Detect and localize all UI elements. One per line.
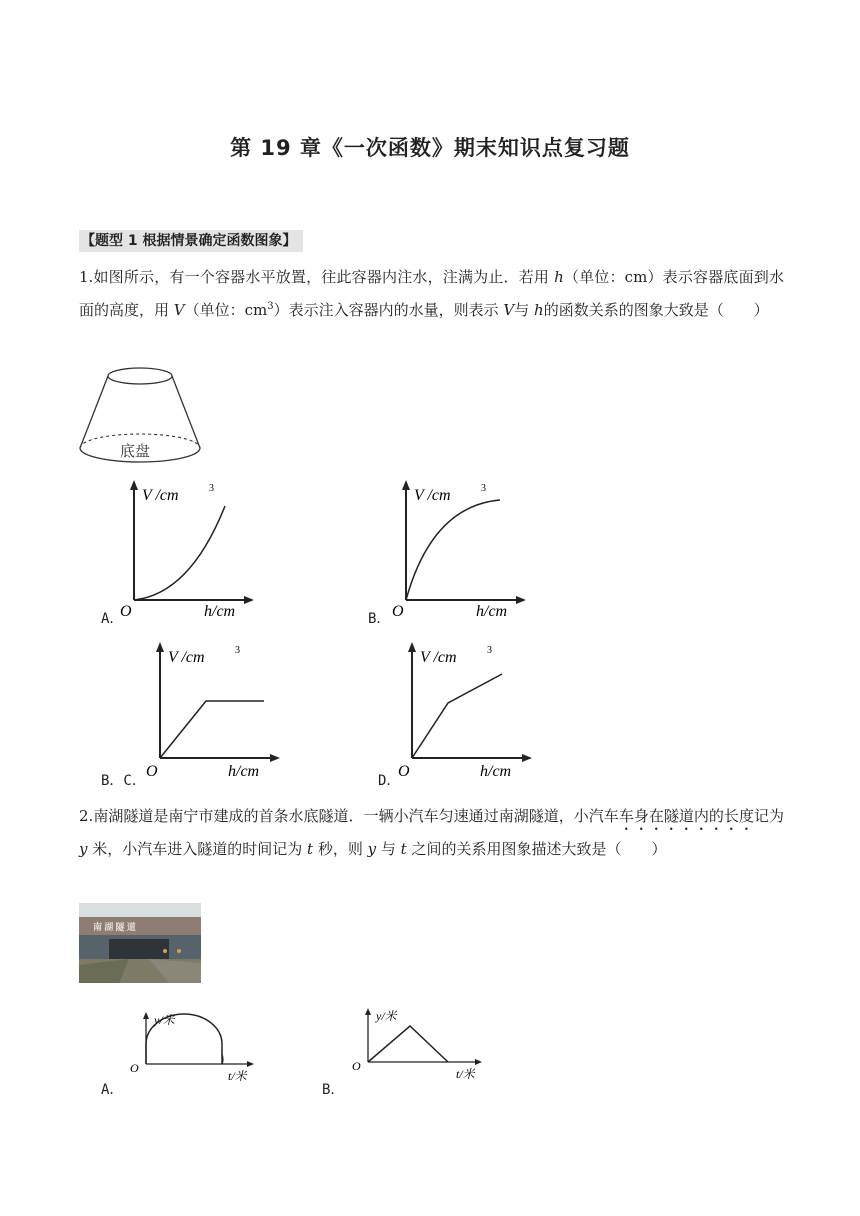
option-d-label[interactable]: D． — [378, 773, 401, 789]
svg-text:3: 3 — [487, 645, 492, 656]
page-title: 第 19 章《一次函数》期末知识点复习题 — [230, 136, 630, 160]
svg-text:O: O — [146, 763, 158, 780]
svg-text:O: O — [398, 763, 410, 780]
graph-b — [392, 478, 532, 623]
q2-option-a-label[interactable]: A． — [101, 1082, 124, 1098]
graph-d — [398, 640, 538, 785]
svg-text:3: 3 — [235, 645, 240, 656]
option-bc-label[interactable]: B．C． — [101, 773, 146, 789]
svg-text:O: O — [130, 1061, 139, 1075]
svg-text:V /cm: V /cm — [420, 649, 457, 666]
svg-text:y/米: y/米 — [376, 1009, 397, 1023]
svg-text:h/cm: h/cm — [204, 603, 236, 620]
q2-option-b-label[interactable]: B． — [322, 1082, 345, 1098]
svg-text:V /cm: V /cm — [414, 487, 451, 504]
svg-text:O: O — [392, 603, 404, 620]
question-2-text: 2.南湖隧道是南宁市建成的首条水底隧道．一辆小汽车匀速通过南湖隧道，小汽车车身在隧道内的长度记为 y 米，小汽车进入隧道的时间记为 t 秒，则 y 与 t 之间的关系用图象描述大致是（ ） — [79, 807, 784, 858]
container-figure — [76, 366, 206, 466]
svg-text:t/米: t/米 — [228, 1069, 247, 1083]
svg-text:h/cm: h/cm — [480, 763, 512, 780]
question-1-text: 1.如图所示，有一个容器水平放置，往此容器内注水，注满为止．若用 h（单位：cm）表示容器底面到水面的高度，用 V（单位：$cm^3$）表示注入容器内的水量，则表示 V与 h的函数关系的图象大致是（ ） — [79, 268, 784, 319]
tunnel-photo — [79, 903, 201, 983]
q2-graph-b — [350, 1004, 485, 1084]
q2-graph-a — [128, 1010, 258, 1085]
option-b-label[interactable]: B． — [368, 611, 391, 627]
container-label: 底盘 — [120, 444, 151, 460]
svg-text:V /cm: V /cm — [168, 649, 205, 666]
graph-c — [146, 640, 286, 785]
option-a-label[interactable]: A． — [101, 611, 124, 627]
svg-text:O: O — [352, 1059, 361, 1073]
svg-text:O: O — [120, 603, 132, 620]
svg-text:h/cm: h/cm — [476, 603, 508, 620]
svg-text:h/cm: h/cm — [228, 763, 260, 780]
svg-text:t/米: t/米 — [456, 1067, 475, 1081]
svg-text:V /cm: V /cm — [142, 487, 179, 504]
svg-text:3: 3 — [481, 483, 486, 494]
svg-text:3: 3 — [209, 483, 214, 494]
photo-sign: 南 湖 隧 道 — [93, 922, 136, 932]
svg-text:y/米: y/米 — [154, 1013, 175, 1027]
section-header: 【题型 1 根据情景确定函数图象】 — [79, 230, 303, 252]
graph-a — [120, 478, 260, 623]
